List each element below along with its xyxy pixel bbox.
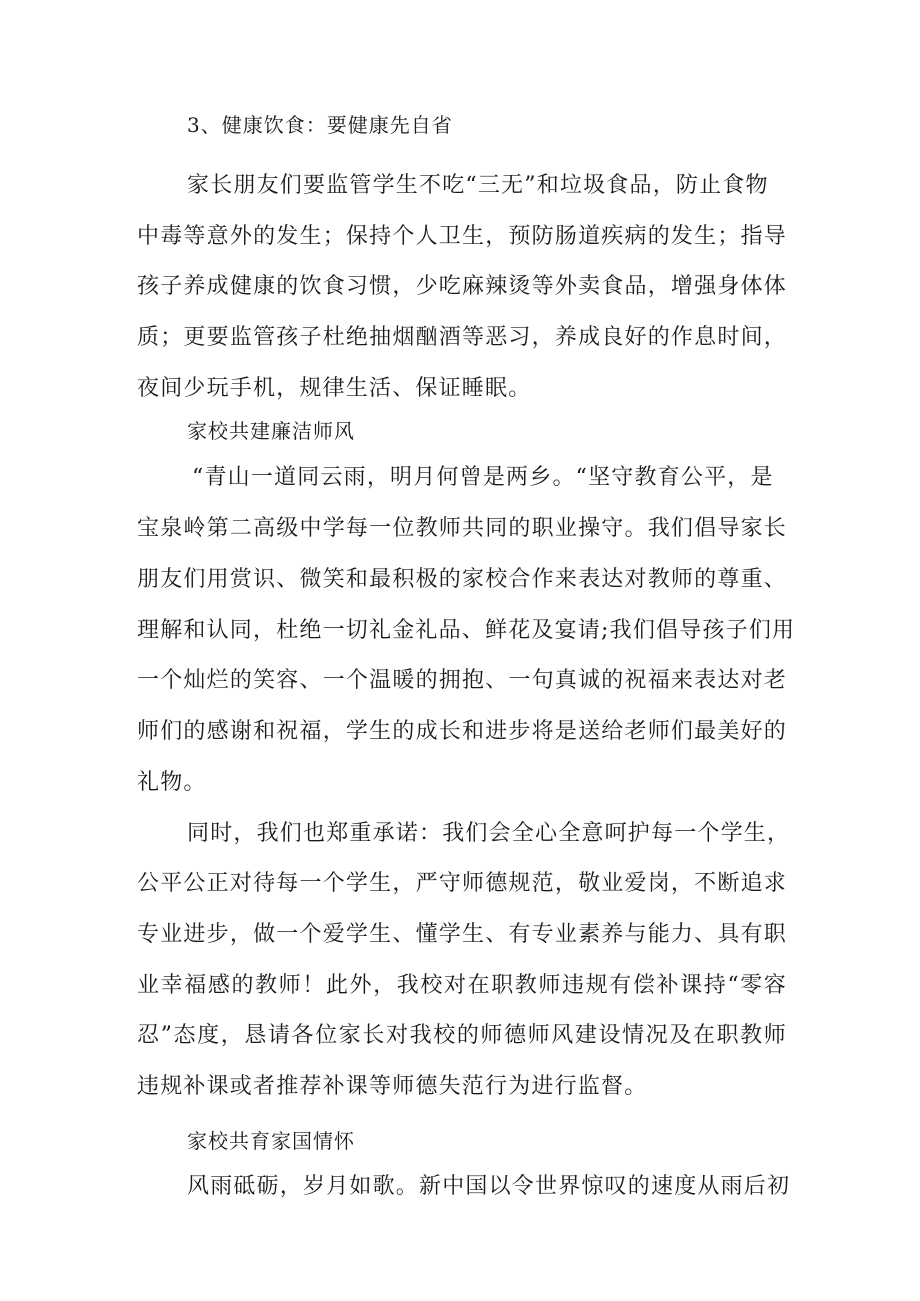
paragraph-line: 质；更要监管孩子杜绝抽烟酗酒等恶习，养成良好的作息时间， (137, 325, 787, 350)
section-heading-integrity: 家校共建廉洁师风 (187, 419, 355, 443)
paragraph-line: 孩子养成健康的饮食习惯，少吃麻辣烫等外卖食品，增强身体体 (137, 274, 787, 299)
paragraph-line: 宝泉岭第二高级中学每一位教师共同的职业操守。我们倡导家长 (137, 516, 787, 541)
paragraph-line: 一个灿烂的笑容、一个温暖的拥抱、一句真诚的祝福来表达对老 (137, 668, 787, 693)
paragraph-line: 业幸福感的教师！此外，我校对在职教师违规有偿补课持“零容 (137, 973, 787, 998)
paragraph-line: 朋友们用赏识、微笑和最积极的家校合作来表达对教师的尊重、 (137, 567, 787, 592)
paragraph-line: 礼物。 (137, 770, 207, 795)
paragraph-line: 风雨砥砺，岁月如歌。新中国以令世界惊叹的速度从雨后初 (187, 1174, 791, 1199)
section-heading-health: 3、健康饮食：要健康先自省 (187, 113, 453, 137)
paragraph-line: 师们的感谢和祝福，学生的成长和进步将是送给老师们最美好的 (137, 719, 787, 744)
paragraph-line: 公平公正对待每一个学生，严守师德规范，敬业爱岗，不断追求 (137, 871, 787, 896)
paragraph-line: 家长朋友们要监管学生不吃“三无”和垃圾食品，防止食物 (187, 173, 769, 198)
paragraph-line: “青山一道同云雨，明月何曾是两乡。“坚守教育公平，是 (192, 465, 774, 490)
paragraph-line: 同时，我们也郑重承诺：我们会全心全意呵护每一个学生， (187, 821, 791, 846)
section-heading-patriotism: 家校共育家国情怀 (187, 1129, 355, 1153)
paragraph-line: 理解和认同，杜绝一切礼金礼品、鲜花及宴请;我们倡导孩子们用 (137, 618, 796, 643)
paragraph-line: 忍”态度，恳请各位家长对我校的师德师风建设情况及在职教师 (137, 1023, 787, 1048)
paragraph-line: 中毒等意外的发生；保持个人卫生，预防肠道疾病的发生；指导 (137, 224, 787, 249)
paragraph-line: 夜间少玩手机，规律生活、保证睡眠。 (137, 376, 532, 401)
paragraph-line: 违规补课或者推荐补课等师德失范行为进行监督。 (137, 1074, 648, 1099)
paragraph-line: 专业进步，做一个爱学生、懂学生、有专业素养与能力、具有职 (137, 922, 787, 947)
